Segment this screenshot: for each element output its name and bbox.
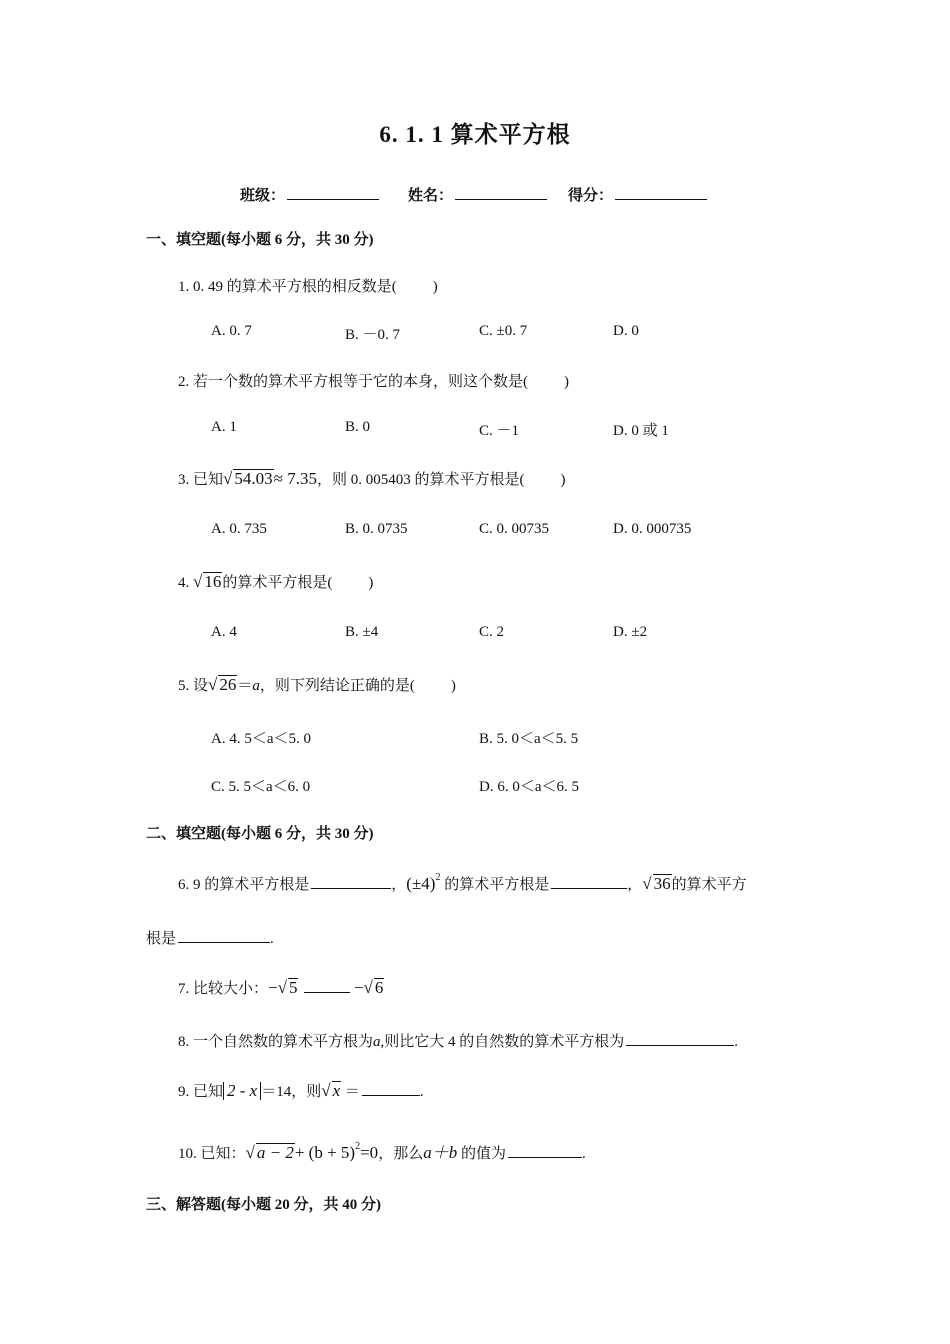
question-6-mid: 的算术平方根是 [444, 877, 550, 893]
answer-blank [508, 1143, 582, 1158]
question-5-prefix: 5. 设 [178, 678, 209, 694]
q1-option-a: A. 0. 7 [211, 323, 252, 339]
comma: ， [627, 877, 643, 893]
radicand: 54.03 [234, 469, 273, 488]
question-3-text: ，则 0. 005403 的算术平方根是( [316, 472, 525, 488]
close-paren: ) [564, 374, 569, 390]
answer-blank [304, 978, 350, 993]
section-heading-2: 二、填空题(每小题 6 分，共 30 分) [146, 826, 374, 842]
q2-option-a: A. 1 [211, 419, 237, 435]
q2-option-b: B. 0 [345, 419, 371, 435]
close-paren: ) [368, 575, 374, 591]
expression: (±4) [406, 874, 436, 893]
answer-blank [626, 1031, 734, 1046]
q3-option-d: D. 0. 000735 [613, 521, 692, 537]
radicand: 36 [653, 874, 671, 893]
minus-sign: − [268, 978, 278, 997]
period: . [270, 931, 274, 947]
sqrt-symbol: √ [277, 978, 287, 997]
q4-option-a: A. 4 [211, 624, 237, 640]
score-blank [615, 185, 707, 200]
question-8 [178, 1030, 738, 1051]
question-9-text: 9. 已知 [178, 1084, 224, 1100]
sum-expression: a＋b [423, 1143, 458, 1162]
question-6-line-2 [146, 927, 274, 948]
section-heading-3: 三、解答题(每小题 20 分，共 40 分) [146, 1197, 381, 1213]
question-2-text: 2. 若一个数的算术平方根等于它的本身，则这个数是( [178, 374, 528, 390]
q5-option-c: C. 5. 5＜a＜6. 0 [211, 779, 311, 795]
question-10 [178, 1138, 586, 1163]
variable-a: a [252, 678, 260, 694]
question-9-mid: ＝14，则 [261, 1084, 322, 1100]
q5-option-b: B. 5. 0＜a＜5. 5 [479, 731, 579, 747]
page-title: 6. 1. 1 算术平方根 [379, 122, 571, 147]
name-field [408, 184, 547, 205]
answer-blank [551, 874, 627, 889]
radicand: 6 [374, 978, 384, 997]
question-4-prefix: 4. [178, 575, 193, 591]
sqrt-symbol: √ [363, 978, 373, 997]
answer-blank [311, 874, 391, 889]
question-6-line2-text: 根是 [146, 931, 177, 947]
period: . [581, 1146, 586, 1162]
score-label: 得分： [568, 188, 614, 204]
comma: ， [391, 877, 407, 893]
exponent: 2 [355, 1141, 361, 1152]
q1-option-b: B. －0. 7 [345, 327, 401, 343]
score-field [568, 184, 707, 205]
sqrt-symbol: √ [193, 572, 203, 591]
q5-option-d: D. 6. 0＜a＜6. 5 [479, 779, 579, 795]
q4-option-d: D. ±2 [613, 624, 648, 640]
question-3-prefix: 3. 已知 [178, 472, 224, 488]
question-5 [178, 674, 456, 695]
equals-sign: ＝ [344, 1084, 360, 1100]
question-10-text: 10. 已知： [178, 1146, 246, 1162]
q2-option-d: D. 0 或 1 [613, 423, 669, 439]
q5-option-a: A. 4. 5＜a＜5. 0 [211, 731, 311, 747]
variable-a: a [373, 1034, 381, 1050]
question-5-text: ，则下列结论正确的是( [259, 678, 415, 694]
q2-option-c: C. －1 [479, 423, 520, 439]
question-8-text: 8. 一个自然数的算术平方根为 [178, 1034, 374, 1050]
question-6-text: 6. 9 的算术平方根是 [178, 877, 310, 893]
question-1 [178, 275, 438, 296]
question-4 [178, 571, 373, 592]
question-8-tail: ,则比它大 4 的自然数的算术平方根为 [380, 1034, 625, 1050]
question-10-mid: ，那么 [378, 1146, 424, 1162]
sqrt-symbol: √ [223, 469, 233, 488]
q4-option-b: B. ±4 [345, 624, 379, 640]
sqrt-symbol: √ [208, 675, 218, 694]
sqrt-symbol: √ [321, 1081, 331, 1100]
answer-blank [362, 1081, 420, 1096]
question-10-tail: 的值为 [460, 1146, 506, 1162]
approx-value: ≈ 7.35 [273, 469, 317, 488]
q4-option-c: C. 2 [479, 624, 505, 640]
question-9 [178, 1080, 424, 1101]
minus-sign: − [353, 978, 364, 997]
class-blank [287, 185, 379, 200]
radicand: x [332, 1081, 341, 1100]
sqrt-symbol: √ [642, 874, 652, 893]
radicand: 26 [219, 675, 237, 694]
question-6-tail: 的算术平方 [671, 877, 747, 893]
q1-option-d: D. 0 [613, 323, 639, 339]
equals-zero: =0 [360, 1143, 379, 1162]
close-paren: ) [432, 279, 438, 295]
question-1-text: 1. 0. 49 的算术平方根的相反数是( [178, 279, 397, 295]
question-3 [178, 468, 565, 489]
radicand: 16 [204, 572, 222, 591]
squared-term: + (b + 5) [294, 1143, 356, 1162]
period: . [419, 1084, 424, 1100]
q3-option-a: A. 0. 735 [211, 521, 267, 537]
question-7 [178, 977, 384, 998]
class-field [240, 184, 379, 205]
sqrt-symbol: √ [245, 1143, 255, 1162]
close-paren: ) [450, 678, 456, 694]
name-label: 姓名： [408, 188, 454, 204]
radicand: a − 2 [256, 1143, 294, 1162]
exponent: 2 [435, 872, 441, 883]
question-7-text: 7. 比较大小： [178, 981, 269, 997]
equals-sign: ＝ [237, 678, 253, 694]
question-6 [178, 872, 747, 894]
answer-blank [178, 928, 270, 943]
section-heading-1: 一、填空题(每小题 6 分，共 30 分) [146, 232, 374, 248]
class-label: 班级： [240, 188, 286, 204]
q1-option-c: C. ±0. 7 [479, 323, 528, 339]
question-2 [178, 370, 569, 391]
period: . [734, 1034, 739, 1050]
name-blank [455, 185, 547, 200]
radicand: 5 [288, 978, 298, 997]
absolute-value: 2 - x [223, 1082, 261, 1100]
q3-option-b: B. 0. 0735 [345, 521, 408, 537]
close-paren: ) [560, 472, 566, 488]
q3-option-c: C. 0. 00735 [479, 521, 550, 537]
question-4-text: 的算术平方根是( [222, 575, 333, 591]
